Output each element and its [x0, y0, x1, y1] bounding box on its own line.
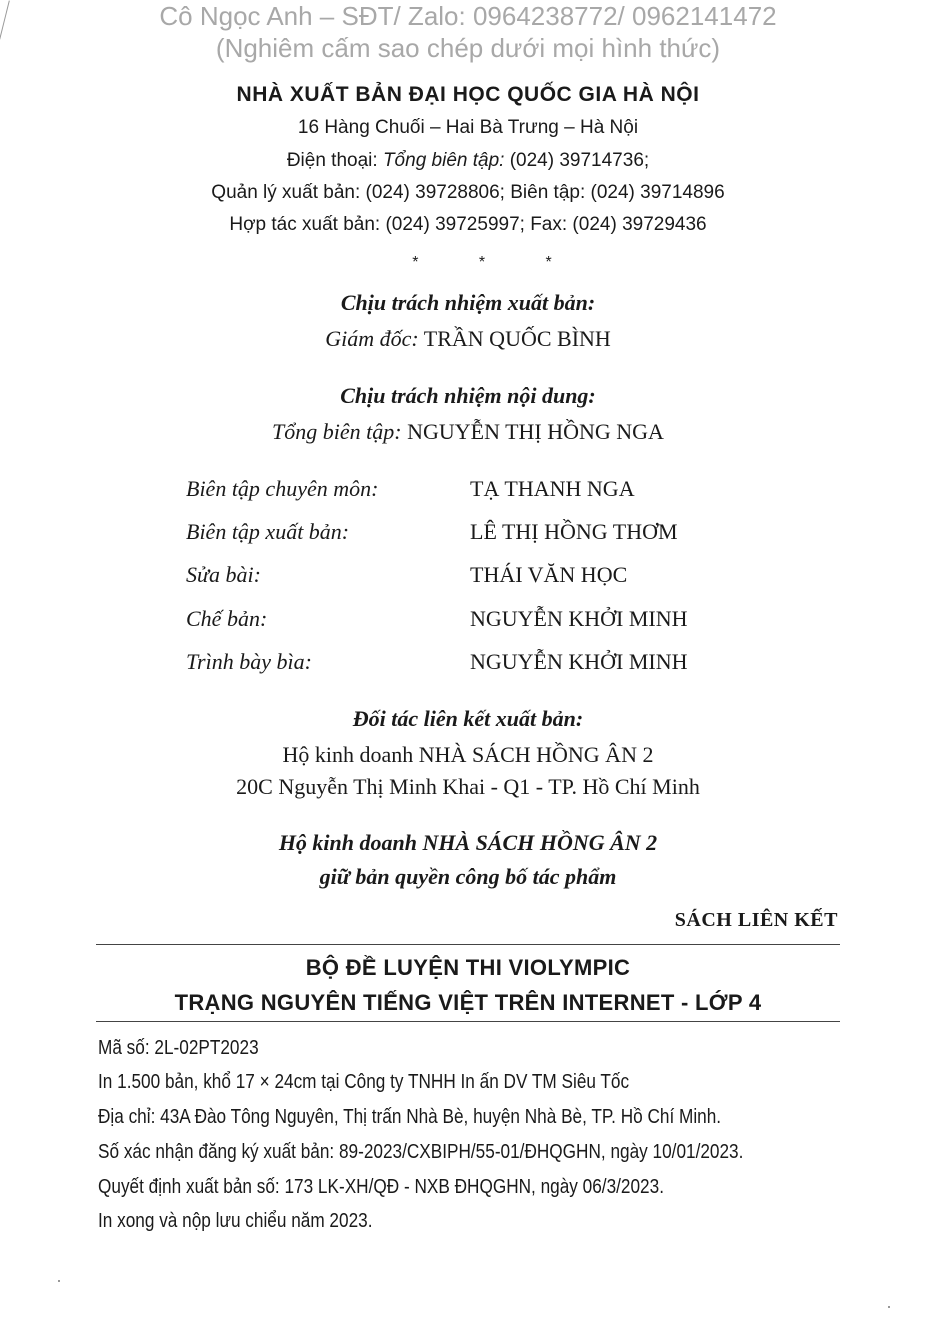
title-rule-top [96, 944, 840, 945]
credit-label: Trình bày bìa: [186, 649, 312, 674]
imprint-registration: Số xác nhận đăng ký xuất bản: 89-2023/CXBIPH/55-01/ĐHQGHN, ngày 10/01/2023. [98, 1141, 744, 1163]
separator-stars: * * * [412, 254, 580, 271]
copyright-line-1: Hộ kinh doanh NHÀ SÁCH HỒNG ÂN 2 [278, 830, 658, 855]
partner-line-2: 20C Nguyễn Thị Minh Khai - Q1 - TP. Hồ Chí Minh [236, 774, 700, 799]
content-role: Tổng biên tập: [272, 419, 402, 444]
watermark-line-1: Cô Ngọc Anh – SĐT/ Zalo: 0964238772/ 0962141472 [159, 1, 777, 31]
credit-value: TẠ THANH NGA [470, 476, 635, 501]
publisher-management: Quản lý xuất bản: (024) 39728806; Biên tập: (024) 39714896 [211, 182, 725, 203]
book-title-line-2: TRẠNG NGUYÊN TIẾNG VIỆT TRÊN INTERNET - LỚP 4 [174, 990, 762, 1015]
content-person: NGUYỄN THỊ HỒNG NGA [401, 419, 664, 444]
publisher-phone [0, 150, 936, 172]
credit-label: Sửa bài: [186, 562, 261, 587]
imprint-decision: Quyết định xuất bản số: 173 LK-XH/QĐ - NXB ĐHQGHN, ngày 06/3/2023. [98, 1176, 664, 1198]
credit-value: NGUYỄN KHỞI MINH [470, 606, 688, 631]
credit-value: THÁI VĂN HỌC [470, 562, 628, 587]
credit-label: Biên tập chuyên môn: [186, 476, 379, 501]
title-rule-bottom [96, 1021, 840, 1022]
content-responsibility-line [0, 419, 936, 445]
credit-value: NGUYỄN KHỞI MINH [470, 649, 688, 674]
publishing-responsibility-title: Chịu trách nhiệm xuất bản: [340, 290, 596, 315]
credit-label: Biên tập xuất bản: [186, 519, 350, 544]
publisher-cooperation: Hợp tác xuất bản: (024) 39725997; Fax: (024) 39729436 [229, 214, 707, 235]
partner-line-1: Hộ kinh doanh NHÀ SÁCH HỒNG ÂN 2 [282, 742, 654, 767]
publishing-role: Giám đốc: [325, 326, 419, 351]
scan-speck [888, 1306, 890, 1308]
publishing-person: TRẦN QUỐC BÌNH [418, 326, 611, 351]
publisher-phone-label: Tổng biên tập: [382, 150, 505, 171]
series-label: SÁCH LIÊN KẾT [674, 909, 838, 931]
book-title-line-1: BỘ ĐỀ LUYỆN THI VIOLYMPIC [305, 955, 631, 980]
publisher-phone-prefix: Điện thoại: [286, 150, 383, 171]
imprint-deposit: In xong và nộp lưu chiểu năm 2023. [98, 1210, 373, 1232]
credit-label: Chế bản: [186, 606, 268, 631]
publisher-address: 16 Hàng Chuối – Hai Bà Trưng – Hà Nội [297, 117, 639, 138]
publisher-phone-value: (024) 39714736; [504, 150, 650, 171]
copyright-line-2: giữ bản quyền công bố tác phẩm [319, 864, 617, 889]
imprint-code: Mã số: 2L-02PT2023 [98, 1037, 259, 1059]
partner-title: Đối tác liên kết xuất bản: [352, 706, 584, 731]
watermark-line-2: (Nghiêm cấm sao chép dưới mọi hình thức) [215, 33, 721, 63]
publishing-responsibility-line [0, 326, 936, 352]
credit-value: LÊ THỊ HỒNG THƠM [470, 519, 678, 544]
imprint-print-run: In 1.500 bản, khổ 17 × 24cm tại Công ty TNHH In ấn DV TM Siêu Tốc [98, 1071, 630, 1093]
imprint-address: Địa chỉ: 43A Đào Tông Nguyên, Thị trấn Nhà Bè, huyện Nhà Bè, TP. Hồ Chí Minh. [98, 1106, 722, 1128]
scan-speck [58, 1280, 60, 1282]
content-responsibility-title: Chịu trách nhiệm nội dung: [340, 383, 596, 408]
publisher-name: NHÀ XUẤT BẢN ĐẠI HỌC QUỐC GIA HÀ NỘI [236, 83, 700, 106]
